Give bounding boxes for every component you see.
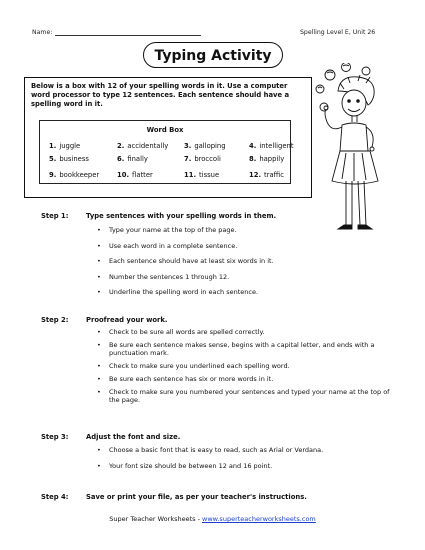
word-box	[39, 120, 294, 184]
word-number: 9.	[49, 171, 57, 179]
word-number: 5.	[49, 155, 57, 163]
word-box-item	[49, 155, 89, 163]
step-label: Step 1:	[41, 212, 69, 220]
spelling-word: happily	[259, 155, 285, 163]
word-number: 11.	[184, 171, 197, 179]
step-bullet-item: • Choose a basic font that is easy to read, such as Arial or Verdana.	[95, 446, 395, 454]
word-box-item	[184, 171, 219, 179]
spelling-word: finally	[127, 155, 148, 163]
word-box-item	[117, 155, 148, 163]
name-label: Name:	[32, 29, 53, 36]
word-box-item	[117, 142, 168, 150]
spelling-word: tissue	[199, 171, 220, 179]
step-label: Step 4:	[41, 493, 69, 501]
name-line[interactable]	[55, 29, 201, 36]
step-bullet-list	[95, 328, 395, 409]
word-number: 8.	[249, 155, 257, 163]
word-box-title: Word Box	[146, 126, 184, 134]
word-number: 10.	[117, 171, 130, 179]
level-label: Spelling Level E, Unit 26	[300, 29, 376, 36]
step-bullet-item: • Use each word in a complete sentence.	[95, 242, 395, 250]
step-title: Adjust the font and size.	[86, 433, 181, 441]
step-bullet-item: • Underline the spelling word in each sentence.	[95, 288, 395, 296]
intro-text: Below is a box with 12 of your spelling words in it. Use a computer word processor to type 12 sentences. Each sentence should have a spelling word in it.	[31, 82, 290, 108]
name-field[interactable]	[32, 29, 201, 36]
word-number: 12.	[249, 171, 262, 179]
word-box-item	[49, 171, 99, 179]
word-number: 7.	[184, 155, 192, 163]
word-box-item	[184, 155, 221, 163]
word-box-item	[117, 171, 153, 179]
step-bullet-item: • Be sure each sentence has six or more words in it.	[95, 375, 395, 383]
word-box-item	[184, 142, 226, 150]
footer	[0, 515, 425, 523]
word-number: 4.	[249, 142, 257, 150]
page-title: Typing Activity	[143, 42, 283, 68]
word-number: 6.	[117, 155, 125, 163]
step-label: Step 2:	[41, 316, 69, 324]
step-bullet-item: • Check to be sure all words are spelled correctly.	[95, 328, 395, 336]
step-bullet-item: • Type your name at the top of the page.	[95, 226, 395, 234]
word-box-item	[249, 171, 284, 179]
word-number: 1.	[49, 142, 57, 150]
word-box-item	[249, 155, 284, 163]
step-bullet-item: • Your font size should be between 12 and 16 point.	[95, 462, 395, 470]
step-bullet-list	[95, 446, 395, 477]
spelling-word: broccoli	[194, 155, 221, 163]
step-bullet-list	[95, 226, 395, 304]
footer-link[interactable]: www.superteacherworksheets.com	[202, 515, 316, 523]
step-bullet-item: • Each sentence should have at least six words in it.	[95, 257, 395, 265]
spelling-word: business	[59, 155, 89, 163]
step-title: Save or print your file, as per your teacher's instructions.	[86, 493, 307, 501]
word-number: 2.	[117, 142, 125, 150]
step-bullet-item: • Be sure each sentence makes sense, begins with a capital letter, and ends with a punctuation mark.	[95, 341, 395, 357]
step-title: Type sentences with your spelling words in them.	[86, 212, 277, 220]
spelling-word: juggle	[59, 142, 81, 150]
word-box-item	[249, 142, 294, 150]
word-box-item	[49, 142, 80, 150]
step-bullet-item: • Check to make sure you numbered your sentences and typed your name at the top of the page.	[95, 388, 395, 404]
step-label: Step 3:	[41, 433, 69, 441]
spelling-word: flatter	[132, 171, 153, 179]
step-bullet-item: • Check to make sure you underlined each spelling word.	[95, 362, 395, 370]
spelling-word: traffic	[264, 171, 284, 179]
step-bullet-item: • Number the sentences 1 through 12.	[95, 273, 395, 281]
spelling-word: intelligent	[259, 142, 294, 150]
word-number: 3.	[184, 142, 192, 150]
spelling-word: accidentally	[127, 142, 169, 150]
spelling-word: galloping	[194, 142, 226, 150]
step-title: Proofread your work.	[86, 316, 168, 324]
spelling-word: bookkeeper	[59, 171, 100, 179]
footer-text: Super Teacher Worksheets -	[109, 515, 203, 523]
